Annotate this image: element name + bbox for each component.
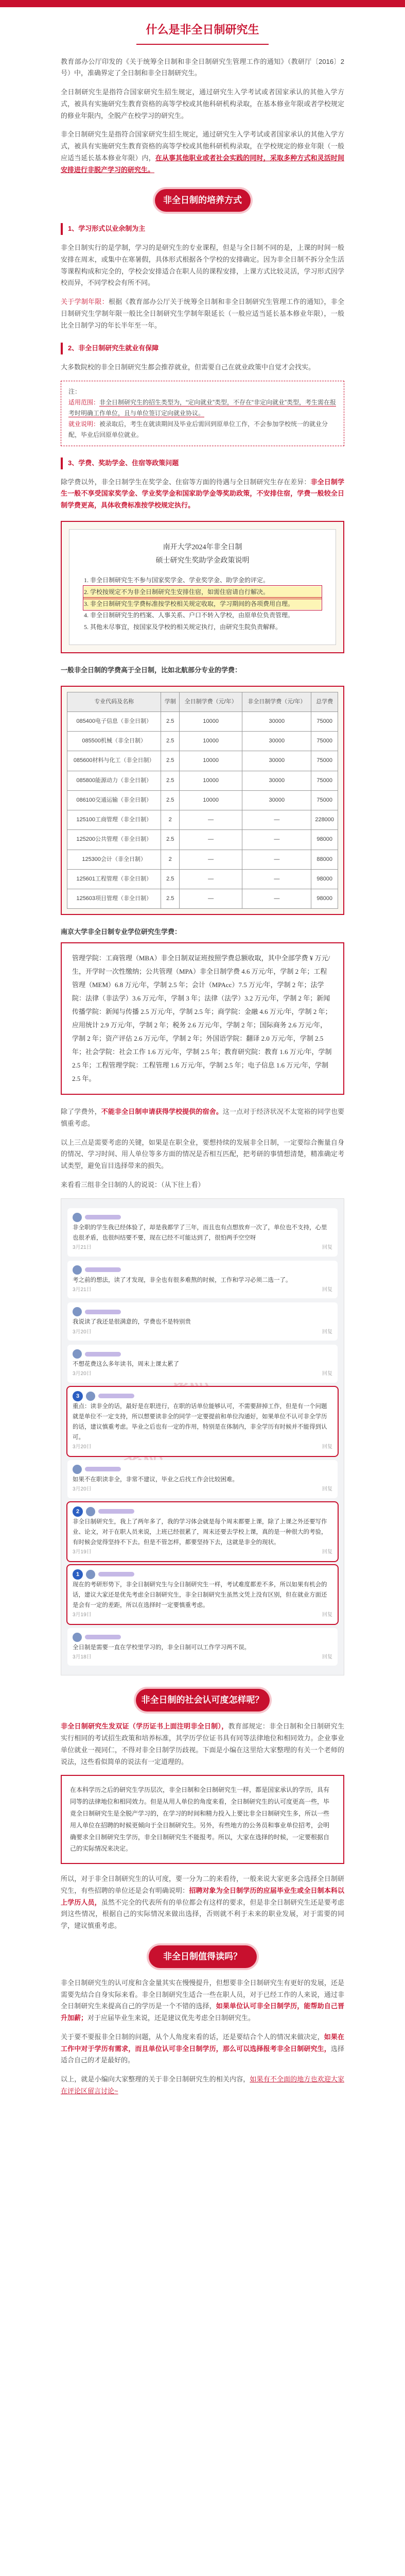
recognition-p2-text: 所以，对于非全日制研究生的认可度，要一分为二的来看待，一般来说大家更多会选择全日制研究生，有些招聘的单位还是会有明确说明： [61,1875,344,1894]
note-line-1-label: 适用范围： [68,398,100,406]
chat-message-time: 3月21日 [73,1245,92,1251]
avatar [86,1570,95,1579]
chat-message-text: 现在的考研形势下，非全日制研究生与全日制研究生一样，考试难度都差不多，所以如果有机会的话，建议大家还是优先考虑全日制研究生，非全日制研究生虽然文凭上没有区别，但在就业方面还是会有一定的差距，所以在选择时一定要慎重考虑。 [73,1581,327,1609]
chat-message-meta [73,1285,332,1295]
worth-p2-text: 关于要不要报非全日制的问题，从个人角度来看的话，还是要结合个人的情况来做决定， [61,2032,324,2041]
worth-paragraph-2 [61,2031,344,2066]
chat-message-meta [73,1443,332,1452]
recognition-paragraph-2 [61,1873,344,1932]
chat-message-text: 非全职的学生我已经体验了，却是我都学了三年，而且也有点想放弃一次了，单位也不支持，心里也很矛盾，也很纠结要不要，现在已经不可能达到了，很怕两手空空呀 [73,1224,327,1241]
avatar [73,1633,82,1642]
chat-message [67,1261,338,1299]
fee-table-cell: 2.5 [161,711,180,731]
chat-message-text: 非全日制研究生，我上了两年多了，我的学习体会就是每个周末都要上课，除了上课之外还要写作业、论文，对于在职人员来说，上班已经很累了，周末还要去学校上课，真的是一种很大的考验，有时候会觉得坚持不下去。但是不管怎样，都要坚持下去，这就是非全的现状。 [73,1518,327,1546]
fee-table-header-row [67,692,338,711]
chat-message-time: 3月19日 [73,1612,92,1618]
fee-table-cell: 98000 [311,869,338,889]
fee-table-cell: 98000 [311,830,338,850]
after-fee-paragraph-1 [61,1106,344,1130]
fee-table-cell: — [180,889,242,909]
subheading-study-form: 1、学习形式以业余制为主 [61,223,344,235]
redacted-username [85,1267,121,1272]
reply-link[interactable]: 回复 [322,1444,332,1450]
reply-link[interactable]: 回复 [322,1329,332,1335]
header [0,7,405,49]
chat-message-header [73,1307,332,1317]
fee-table-cell: 98000 [311,889,338,909]
avatar [73,1213,82,1222]
fee-table-cell: 30000 [242,771,311,790]
nju-fee-quote: 管理学院：工商管理（MBA）非全日制双证班按照学费总额收取，其中全部学费 ¥ 万元/生，开学时一次性缴纳；公共管理（MPA）非全日制学费 4.6 万元/年，学制 2 年；工程管理（MEM）6.8 万元/年，学制 2.5 年；会计（MPAcc）7.5 万元/年，学制 2 年；法学院：法律（非法学）3.6 万元/年，学制 3 年；法律（法学）3.2 万元/年，学制 2 年；新闻传播学院：新闻与传播 2.5 万元/年，学制 2.5 年；商学院：金融 4.6 万元/年，学制 2 年；应用统计 2.9 万元/年，学制 2 年；税务 2.6 万元/年，学制 2 年；国际商务 2.6 万元/年，学制 2 年；资产评估 2.6 万元/年，学制 2 年；外国语学院：翻译 2.0 万元/年，学制 2.5 年；社会学院：社会工作 1.6 万元/年，学制 2.5 年；教育研究院：教育 1.6 万元/年，学制 2.5 年；工程管理学院：工程管理 1.6 万元/年，学制 2.5 年；电子信息 1.6 万元/年，学制 2.5 年。 [61,942,344,1095]
chat-message [67,1628,338,1666]
duration-note-label: 关于学制年限： [61,298,109,306]
fee-table-cell: 2.5 [161,732,180,751]
fee-table-cell: 125300会计（非全日制） [67,850,161,869]
after-fee-paragraph-2: 以上三点是需要考虑的关键，如果是在职全业，要想持续的发展非全日制，一定要综合衡量自身的情况、学习时间、用人单位等多方面的情况是否相互匹配，把考研的事情想清楚，精准确定考试类型，避免盲目选择带来的损失。 [61,1138,344,1170]
reply-link[interactable]: 回复 [322,1371,332,1377]
chat-message [67,1345,338,1383]
chat-message-header [73,1464,332,1475]
redacted-username [85,1352,121,1357]
intro-paragraph-2: 全日制研究生是指符合国家研究生招生规定，通过研究生入学考试或者国家承认的其他入学方式，被具有实施研究生教育资格的高等学校或其他科研机构录取，在基本修业年限或者学校规定的修业年限内，全脱产在校学习的研究生。 [61,88,344,120]
fee-table-cell: 30000 [242,751,311,771]
chat-message-header [73,1265,332,1275]
notice-line: 5. 其他未尽事宜，按国家及学校的相关规定执行，由研究生院负责解释。 [84,623,282,631]
fee-header-cell: 学制 [161,692,180,711]
fee-table-cell: 2 [161,810,180,830]
fee-table-row [67,869,338,889]
fee-header-cell: 非全日制学费（元/年） [242,692,311,711]
after-fee-highlight: 不能非全日制申请获得学校提供的宿舍。 [101,1108,223,1116]
fee-table-cell: 2.5 [161,869,180,889]
fee-table-cell: 88000 [311,850,338,869]
subheading-tuition-policy: 3、学费、奖助学金、住宿等政策问题 [61,457,344,469]
fee-table-cell: — [242,850,311,869]
watermark: 考研 [120,1439,167,1478]
fee-table-cell: — [242,810,311,830]
fee-table-panel [61,686,344,916]
fee-table-cell: 2.5 [161,771,180,790]
fee-table-cell: 125100工商管理（非全日制） [67,810,161,830]
worth-p3-highlight: 如果有不全面的地方也欢迎大家在评论区留言讨论~ [61,2075,344,2095]
tuition-policy-paragraph [61,477,344,512]
reply-link[interactable]: 回复 [322,1612,332,1618]
fee-header-cell: 专业代码及名称 [67,692,161,711]
fee-table-cell: 085600材料与化工（非全日制） [67,751,161,771]
note-line-1 [68,397,337,419]
chat-message-header [73,1506,332,1517]
fee-table-cell: 085500机械（非全日制） [67,732,161,751]
redacted-username [98,1572,134,1577]
fee-table-cell: 2.5 [161,790,180,810]
chat-message-header [73,1349,332,1359]
fee-header-cell: 全日制学费（元/年） [180,692,242,711]
redacted-username [98,1509,134,1514]
chat-message-text: 我说读了我还是很满意的，学费也不是特别贵 [73,1319,191,1326]
worth-paragraph-3 [61,2074,344,2097]
chat-message-meta [73,1369,332,1379]
reply-link[interactable]: 回复 [322,1245,332,1251]
chat-message-time: 3月19日 [73,1549,92,1555]
chat-message-time: 3月20日 [73,1329,92,1335]
note-line-2-label: 就业说明： [68,420,100,428]
employment-paragraph: 大多数院校的非全日制研究生都会推荐就业，但需要自己在就业政策中自觉才会找实。 [61,363,315,371]
fee-table-cell: — [242,889,311,909]
highlight-number-badge: 3 [73,1391,83,1401]
after-fee-tail: 这一点对于经济状况不太宽裕的同学也要慎重考虑。 [61,1108,344,1127]
fee-table-row [67,732,338,751]
fee-table-cell: 125601工程管理（非全日制） [67,869,161,889]
chat-screenshot [61,1198,344,1676]
avatar [73,1265,82,1275]
fee-table-cell: — [180,850,242,869]
chat-message [67,1387,338,1456]
fee-table-cell: 086100交通运输（非全日制） [67,790,161,810]
duration-note-text: 根据《教育部办公厅关于统筹全日制和非全日制研究生管理工作的通知》，非全日制研究生学制年限一般比全日制研究生学制年限延长（一般应适当延长基本修业年限），一般比全日制学习的年长半年至一年。 [61,298,344,329]
fee-table-cell: — [242,869,311,889]
subheading-employment: 2、非全日制研究生就业有保障 [61,343,344,354]
intro-paragraph-3 [61,129,344,176]
chat-message-meta [73,1328,332,1337]
employment-note-box [61,381,344,446]
chat-message-text: 如果不在职读非全，非常不建议，毕业之后找工作会比较困难。 [73,1477,238,1483]
highlight-number-badge: 2 [73,1506,83,1517]
chat-message [67,1208,338,1257]
nju-caption: 南京大学非全日制专业学位研究生学费： [61,928,182,936]
chat-message-time: 3月21日 [73,1286,92,1293]
chat-message-header [73,1632,332,1642]
avatar [73,1307,82,1316]
fee-table-cell: 30000 [242,732,311,751]
intro-p3-highlight: 在从事其他职业或者社会实践的同时，采取多种方式和灵活时间安排进行非脱产学习的研究生。 [61,154,344,174]
fee-table-cell: — [180,869,242,889]
chat-message-text: 考之前的想法，读了才发现，非全也有很多难熬的时候，工作和学习必须二选一了。 [73,1277,292,1283]
chat-message-header [73,1212,332,1223]
chat-message-meta [73,1243,332,1252]
chat-message-header [73,1391,332,1401]
fee-table-cell: — [180,830,242,850]
fee-table-cell: 085800能源动力（非全日制） [67,771,161,790]
fee-table-cell: 10000 [180,790,242,810]
recognition-p2-highlight: 招聘对象为全日制学历的应届毕业生或全日制本科以上学历人员， [61,1886,344,1906]
fee-table-cell: 2.5 [161,830,180,850]
fee-table-cell: 75000 [311,771,338,790]
intro-section [0,56,405,2097]
fee-table-cell: 10000 [180,751,242,771]
teacher-quote-box: 在本科学历之后的研究生学历层次，非全日制和全日制研究生一样，都是国家承认的学历，具有同等的法律地位和相同效力。但是从用人单位的角度来看，全日制研究生的认可度更高一些，毕竟全日制研究生是全脱产学习的，在学习的时间和精力投入上要比非全日制研究生多，所以一些用人单位在招聘的时候更倾向于全日制研究生。另外，有些地方的公务员和事业单位招考，会明确要求全日制研究生学历，非全日制研究生不能报考。所以，大家在选择的时候，一定要根据自己的实际情况来决定。 [61,1775,344,1864]
chat-list [67,1208,338,1666]
fee-table-row [67,810,338,830]
fee-header-cell: 总学费 [311,692,338,711]
chat-message-meta [73,1485,332,1494]
section-banner-training: 非全日制的培养方式 [155,189,251,212]
section-banner-worth: 非全日制值得读吗？ [149,1945,257,1968]
notice-line: 4. 非全日制研究生的档案、人事关系、户口不转入学校，由原单位负责管理。 [84,612,294,619]
duration-note [61,296,344,331]
redacted-username [98,1394,134,1398]
avatar [73,1349,82,1359]
redacted-username [85,1467,121,1471]
reply-link[interactable]: 回复 [322,1286,332,1293]
notice-title-line-1: 南开大学2024年非全日制 [163,543,242,551]
fee-table-row [67,751,338,771]
after-fee-text: 除了学费外， [61,1108,101,1116]
intro-paragraph-1: 教育部办公厅印发的《关于统筹全日制和非全日制研究生管理工作的通知》（教研厅〔2016〕2号）中，准确界定了全日制和非全日制研究生。 [61,57,344,77]
tuition-policy-highlight: 非全日制学生一般不享受国家奖学金、学业奖学金和国家助学金等奖助政策，不安排住宿，学费一般较全日制学费更高，具体收费标准按学校规定执行。 [61,478,344,509]
redacted-username [85,1215,121,1219]
recognition-paragraph-1 [61,1721,344,1768]
notice-panel [61,521,344,653]
fee-table-cell: 2.5 [161,751,180,771]
fee-table-cell: 75000 [311,711,338,731]
redacted-username [85,1310,121,1314]
notice-line: 1. 非全日制研究生不参与国家奖学金、学业奖学金、助学金的评定。 [84,576,270,584]
recognition-highlight: 非全日制研究生发双证（学历证书上面注明非全日制）， [61,1722,228,1731]
top-accent-bar [0,0,405,7]
fee-table-row [67,889,338,909]
fee-table-cell: 085400电子信息（非全日制） [67,711,161,731]
page-title: 什么是非全日制研究生 [136,21,268,45]
fee-table-cell: 10000 [180,771,242,790]
fee-table-cell: 75000 [311,751,338,771]
chat-message [67,1302,338,1341]
fee-table-cell: 10000 [180,732,242,751]
fee-table-body [67,711,338,909]
avatar [73,1465,82,1474]
fee-table-cell: 2 [161,850,180,869]
fee-table-cell: — [180,810,242,830]
chat-message-text: 全日制是需要一直在学校里学习的，非全日制可以工作学习两不误。 [73,1644,250,1651]
reply-link[interactable]: 回复 [322,1654,332,1660]
chat-message-time: 3月20日 [73,1444,92,1450]
fee-table-row [67,830,338,850]
reply-link[interactable]: 回复 [322,1486,332,1493]
note-line-2-text: 被录取后，考生在就读期间及毕业后需回到原单位工作，不会参加学校统一的就业分配，毕业后回原单位就业。 [68,420,328,438]
chat-message-meta [73,1548,332,1557]
intro-p3-text: 非全日制研究生是指符合国家研究生招生规定，通过研究生入学考试或者国家承认的其他入学方式，被具有实施研究生教育资格的高等学校或其他科研机构录取，在学校规定的修业年限（一般应适当延长基本修业年限）内， [61,130,344,162]
fee-table [67,692,338,909]
chat-message [67,1565,338,1624]
fee-table-cell: 30000 [242,790,311,810]
notice-document [69,529,336,645]
notice-title-line-2: 硕士研究生奖助学金政策说明 [155,557,250,565]
tuition-policy-text: 除学费以外，非全日制学生在奖学金、住宿等方面的待遇与全日制研究生存在差异： [61,478,311,486]
chat-message-text: 不想花费这么多年读书，周末上课太累了 [73,1361,179,1368]
chat-message-time: 3月20日 [73,1371,92,1377]
avatar [86,1507,95,1516]
recognition-text: 教育部规定：非全日制和全日制研究生实行相同的考试招生政策和培养标准，其学历学位证书具有同等法律地位和相同效力。企业事业单位就业一视同仁，不得对非全日制学历歧视。下面是小编在这里给大家整理的有关一个老师的说法，这些看似简单的说法有一定道理的。 [61,1722,344,1766]
after-fee-paragraph-3: 来看看三组非全日制的人的说说：（从下往上看） [61,1180,205,1189]
recognition-p2-tail: 虽然不完全的代表所有的单位都会有这样的要求，但是非全日制研究生还是要考虑到这些情况，根据自己的实际情况来做出选择，否则就不利于未来的职业发展，对于需要的同学，建议慎重考虑。 [61,1898,344,1930]
worth-p1-highlight: 如果单位认可非全日制学历，能帮助自己晋升加薪； [61,2002,344,2022]
fee-table-cell: 228000 [311,810,338,830]
chat-message-text: 重点：读非全的话，最好是在职进行，在职的话单位能够认可，不需要辞掉工作，但是有一个问题就是单位不一定支持，所以想要读非全的同学一定要提前和单位沟通好，如果单位不认可非全学历的话，建议慎重考虑。毕业之后也有一定的作用，特别是在体制内，非全学历有时候并不能得到认可。 [73,1403,327,1441]
fee-table-row [67,711,338,731]
note-marker: 注： [68,387,81,395]
chat-message-time: 3月20日 [73,1486,92,1493]
note-line-1-text: 非全日制研究生的招生类型为，“定向就业”类型，不存在“非定向就业”类型，考生需在报考时明确工作单位，且与单位签订定向就业协议。 [68,398,337,417]
notice-line: 2. 学校按规定不为非全日制研究生安排住宿，如需住宿请自行解决。 [84,586,321,598]
notice-line: 3. 非全日制研究生学费标准按学校相关规定收取，学习期间的各项费用自理。 [84,598,321,610]
fee-table-cell: 125603项目管理（非全日制） [67,889,161,909]
fee-table-caption: 一般非全日制的学费高于全日制，比如北航部分专业的学费： [61,666,242,674]
fee-table-cell: 75000 [311,732,338,751]
chat-message-meta [73,1653,332,1662]
worth-p2-tail: 选择适合自己的才是最好的。 [61,2044,344,2064]
fee-table-cell: 2.5 [161,889,180,909]
chat-message-meta [73,1611,332,1620]
fee-table-cell: 30000 [242,711,311,731]
worth-p1-text: 非全日制研究生的认可度和含金量其实在慢慢提升，但想要非全日制研究生有更好的发展，还是需要先结合自身实际来看。非全日制研究生适合一些在职人员，对于已经工作的人来说，通过非全日制研究生来提高自己的学历是一个不错的选择， [61,1978,344,2010]
fee-table-row [67,771,338,790]
fee-table-cell: 125200公共管理（非全日制） [67,830,161,850]
fee-table-cell: — [242,830,311,850]
notice-title [84,541,321,568]
note-line-2 [68,419,337,440]
redacted-username [85,1635,121,1639]
fee-table-row [67,790,338,810]
study-form-paragraph: 非全日制实行的是学制，学习的是研究生的专业课程，但是与全日制不同的是，上课的时间一般安排在周末，或集中在寒暑假，具体形式根据各个学校的安排确定。因为非全日制不拆分全生活等课程构成和完全的，学校会安排适合在职人员的课程安排，上课方式比较灵活，学习形式因学校而异，不同学校会有所不同。 [61,244,344,287]
chat-message [67,1502,338,1561]
highlight-number-badge: 1 [73,1569,83,1580]
chat-message-header [73,1569,332,1580]
worth-paragraph-1 [61,1977,344,2024]
chat-message-time: 3月18日 [73,1654,92,1660]
section-banner-recognition: 非全日制的社会认可度怎样呢？ [136,1689,270,1711]
fee-table-cell: 75000 [311,790,338,810]
chat-message [67,1460,338,1498]
worth-p3-text: 以上，就是小编向大家整理的关于非全日制研究生的相关内容， [61,2075,250,2083]
worth-p1-tail: 对于应届毕业生来说，还是建议优先考虑全日制研究生。 [87,2014,255,2022]
fee-table-cell: 10000 [180,711,242,731]
fee-table-row [67,850,338,869]
worth-p2-highlight: 如果在工作中对于学历有需求，而且单位认可非全日制学历，那么可以选择报考非全日制研究生， [61,2032,344,2053]
avatar [86,1392,95,1401]
reply-link[interactable]: 回复 [322,1549,332,1555]
